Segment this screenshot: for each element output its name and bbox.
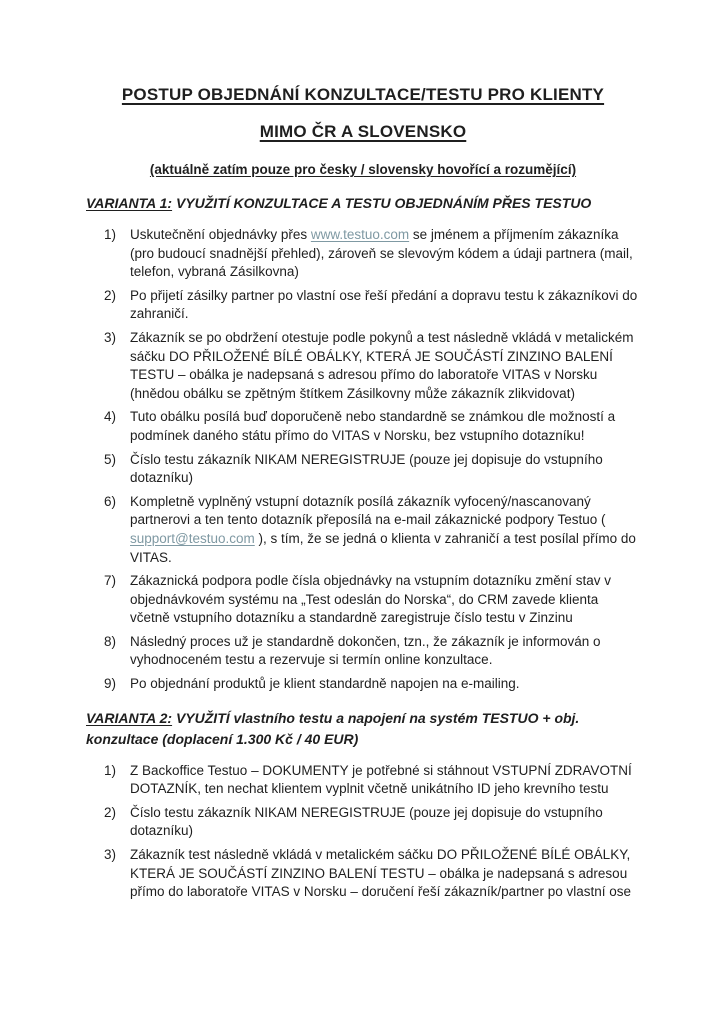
title-line-1: POSTUP OBJEDNÁNÍ KONZULTACE/TESTU PRO KLIENTY <box>121 85 605 104</box>
hyperlink[interactable]: support@testuo.com <box>130 530 255 546</box>
step-item: Zákaznická podpora podle čísla objednávky na vstupním dotazníku změní stav v objednávkovém systému na „Test odeslán do Norska“, do CRM zavede klienta včetně vstupního dotazníku a standardně zaregistruje číslo testu v Zinzinu <box>130 573 612 626</box>
variant1-section <box>86 193 640 694</box>
document-subtitle: (aktuálně zatím pouze pro česky / slovensky hovořící a rozumějící) <box>149 162 577 177</box>
step-item: Zákazník test následně vkládá v metalickém sáčku DO PŘILOŽENÉ BÍLÉ OBÁLKY, KTERÁ JE SOUČÁSTÍ ZINZINO BALENÍ TESTU – obálka je nadepsaná s adresou přímo do laboratoře VITAS v Norsku – doručení řeší zákazník/partner po vlastní ose <box>130 847 631 900</box>
variant2-heading-label: VARIANTA 2: <box>86 709 173 726</box>
hyperlink[interactable]: www.testuo.com <box>310 227 410 242</box>
document-title <box>86 84 640 142</box>
variant1-heading-rest: VYUŽITÍ KONZULTACE A TESTU OBJEDNÁNÍM PŘES TESTUO <box>172 195 592 211</box>
variant1-heading <box>86 193 640 214</box>
variant2-section <box>86 708 640 902</box>
step-item: Po přijetí zásilky partner po vlastní ose řeší předání a dopravu testu k zákazníkovi do zahraničí. <box>130 287 638 322</box>
step-item: Tuto obálku posílá buď doporučeně nebo standardně se známkou dle možností a podmínek daného státu přímo do VITAS v Norsku, bez vstupního dotazníku! <box>130 409 616 443</box>
step-item: Uskutečnění objednávky přes www.testuo.com se jménem a příjmením zákazníka (pro budoucí snadnější přehled), zároveň se slevovým kódem a údaji partnera (mail, telefon, vybraná Zásilkovna) <box>130 227 633 280</box>
variant2-steps-list <box>86 762 640 902</box>
step-item: Z Backoffice Testuo – DOKUMENTY je potřebné si stáhnout VSTUPNÍ ZDRAVOTNÍ DOTAZNÍK, ten nechat klientem vyplnit včetně unikátního ID jeho krevního testu <box>130 762 632 797</box>
step-item: Číslo testu zákazník NIKAM NEREGISTRUJE (pouze jej dopisuje do vstupního dotazníku) <box>130 451 603 486</box>
variant1-steps-list <box>86 226 640 694</box>
step-item: Zákazník se po obdržení otestuje podle pokynů a test následně vkládá v metalickém sáčku DO PŘILOŽENÉ BÍLÉ OBÁLKY, KTERÁ JE SOUČÁSTÍ ZINZINO BALENÍ TESTU – obálka je nadepsaná s adresou přímo do laboratoře VITAS v Norsku (hnědou obálku se zpětným štítkem Zásilkovny může zákazník zlikvidovat) <box>130 329 634 401</box>
step-item: Následný proces už je standardně dokončen, tzn., že zákazník je informován o vyhodnoceném testu a rezervuje si termín online konzultace. <box>130 633 601 668</box>
variant2-heading <box>86 708 640 750</box>
step-item: Po objednání produktů je klient standardně napojen na e-mailing. <box>130 676 520 692</box>
title-line-2: MIMO ČR A SLOVENSKO <box>259 122 467 141</box>
step-item: Kompletně vyplněný vstupní dotazník posílá zákazník vyfocený/nascanovaný partnerovi a ten tento dotazník přeposílá na e-mail zákaznické podpory Testuo ( support@testuo.com ), s tím, že se jedná o klienta v zahraničí a test posílal přímo do VITAS. <box>130 493 636 565</box>
variant2-heading-rest: VYUŽITÍ vlastního testu a napojení na systém TESTUO + obj. konzultace (doplacení 1.300 Kč / 40 EUR) <box>86 709 580 747</box>
variant1-heading-label: VARIANTA 1: <box>86 195 173 211</box>
step-item: Číslo testu zákazník NIKAM NEREGISTRUJE (pouze jej dopisuje do vstupního dotazníku) <box>130 804 603 839</box>
